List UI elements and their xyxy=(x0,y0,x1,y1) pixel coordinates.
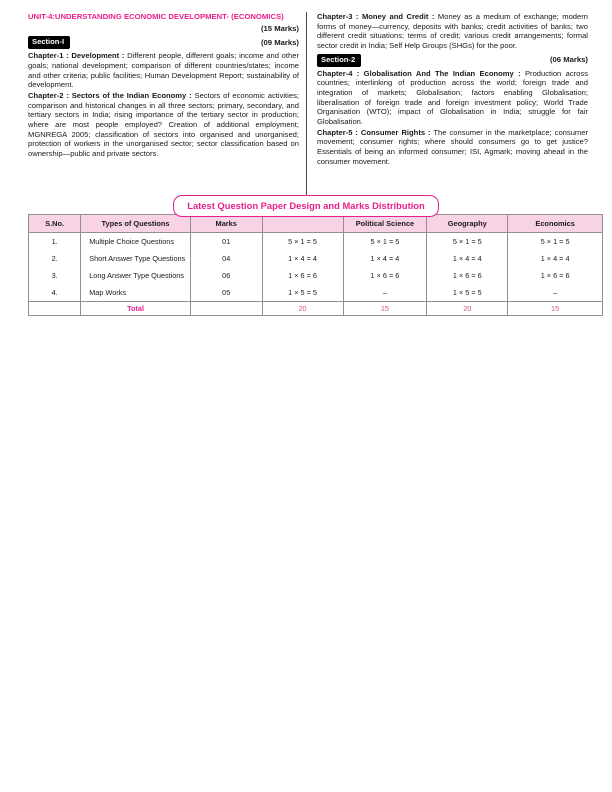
table-cell: Multiple Choice Questions xyxy=(81,233,191,251)
table-row xyxy=(29,233,603,251)
chapter-5-paragraph xyxy=(317,128,588,167)
table-cell: 1 × 4 = 4 xyxy=(343,250,427,267)
chapter-2-paragraph xyxy=(28,91,299,159)
header-cell-marks: Marks xyxy=(190,215,262,233)
table-cell: Long Answer Type Questions xyxy=(81,267,191,284)
header-cell-economics: Economics xyxy=(508,215,603,233)
total-label-cell: Total xyxy=(81,302,191,316)
section-1-badge: Section-I xyxy=(28,36,70,49)
header-cell-political-science: Political Science xyxy=(343,215,427,233)
total-value-cell: 20 xyxy=(262,302,343,316)
table-cell: 4. xyxy=(29,284,81,302)
chapter-3-paragraph xyxy=(317,12,588,51)
table-row xyxy=(29,284,603,302)
section-2-badge: Section-2 xyxy=(317,54,361,67)
header-cell-blank xyxy=(262,215,343,233)
unit-heading: UNIT-4:UNDERSTANDING ECONOMIC DEVELOPMENT- (ECONOMICS) xyxy=(28,12,284,21)
chapter-1-body: Different people, different goals; income and other goals; national development; comparison of different countries/states; income and other criteria; public facilities; Human Development Report; sustainability of development. xyxy=(28,51,299,90)
section-2-marks: (06 Marks) xyxy=(549,55,588,65)
table-total-row xyxy=(29,302,603,316)
total-value-cell: 15 xyxy=(343,302,427,316)
table-cell: Short Answer Type Questions xyxy=(81,250,191,267)
chapter-4-body: Production across countries; interlinking of production across the world; foreign trade and integration of markets; Globalisation; factors enabling Globalisation; liberalisation of foreign trade and foreign investment policy; World Trade Organisation (WTO); impact of Globalisation in India; struggle for fair Globalisation. xyxy=(317,68,588,127)
chapter-2-title: Chapter-2 : Sectors of the Indian Economy : xyxy=(28,90,192,100)
table-cell: Map Works xyxy=(81,284,191,302)
table-cell: 2. xyxy=(29,250,81,267)
left-column xyxy=(28,12,299,195)
chapter-4-title: Chapter-4 : Globalisation And The Indian Economy : xyxy=(317,68,521,78)
table-cell: 1 × 6 = 6 xyxy=(262,267,343,284)
total-value-cell: 20 xyxy=(427,302,508,316)
table-cell: 1 × 6 = 6 xyxy=(508,267,603,284)
table-row xyxy=(29,267,603,284)
table-cell: 5 × 1 = 5 xyxy=(508,233,603,251)
marks-distribution-table xyxy=(28,214,603,316)
table-title: Latest Question Paper Design and Marks Distribution xyxy=(173,195,439,217)
chapter-3-title: Chapter-3 : Money and Credit : xyxy=(317,12,435,21)
table-cell: 01 xyxy=(190,233,262,251)
table-cell: 06 xyxy=(190,267,262,284)
table-cell: 1 × 6 = 6 xyxy=(343,267,427,284)
chapter-5-body: The consumer in the marketplace; consumer movement; consumer rights; where should consumers go to get justice? Essentials of being an informed consumer; ISI, Agmark; moving ahead in the consumer movement. xyxy=(317,127,588,166)
table-cell: 5 × 1 = 5 xyxy=(262,233,343,251)
header-cell-geography: Geography xyxy=(427,215,508,233)
table-cell: 04 xyxy=(190,250,262,267)
table-cell: – xyxy=(343,284,427,302)
table-cell: 1 × 4 = 4 xyxy=(508,250,603,267)
section-1-line xyxy=(28,36,299,49)
total-value-cell xyxy=(190,302,262,316)
header-cell-types-of-questions: Types of Questions xyxy=(81,215,191,233)
table-cell: – xyxy=(508,284,603,302)
total-value-cell xyxy=(29,302,81,316)
table-cell: 1 × 4 = 4 xyxy=(427,250,508,267)
total-value-cell: 15 xyxy=(508,302,603,316)
table-cell: 1. xyxy=(29,233,81,251)
table-title-wrap xyxy=(0,195,612,217)
table-cell: 5 × 1 = 5 xyxy=(427,233,508,251)
column-divider-line xyxy=(306,12,307,207)
chapter-1-paragraph xyxy=(28,51,299,90)
syllabus-columns xyxy=(0,0,612,195)
section-1-marks: (09 Marks) xyxy=(260,37,299,47)
table-row xyxy=(29,250,603,267)
table-cell: 1 × 6 = 6 xyxy=(427,267,508,284)
chapter-2-body: Sectors of economic activities; comparison and historical changes in all three sectors; primary, secondary, and tertiary sectors in India; rising importance of the tertiary sector in production; where are most people employed? Creation of additional employment; MGNREGA 2005; classification of sectors into organised and unorganised; protection of workers in the unorganised sector; sector classification based on ownership—public and private sectors. xyxy=(28,90,299,159)
table-cell: 1 × 4 = 4 xyxy=(262,250,343,267)
chapter-1-title: Chapter-1 : Development : xyxy=(28,51,125,61)
table-cell: 1 × 5 = 5 xyxy=(262,284,343,302)
section-2-line xyxy=(317,54,588,67)
table-header-row xyxy=(29,215,603,233)
chapter-5-title: Chapter-5 : Consumer Rights : xyxy=(317,127,431,137)
right-column xyxy=(317,12,588,195)
table-cell: 5 × 1 = 5 xyxy=(343,233,427,251)
unit-marks: (15 Marks) xyxy=(260,23,299,33)
table-cell: 1 × 5 = 5 xyxy=(427,284,508,302)
table-cell: 3. xyxy=(29,267,81,284)
chapter-3-body: Money as a medium of exchange; modern forms of money—currency, deposits with banks; credit activities of banks; two different credit situations; terms of credit; various credit arrangements; formal sector credit in India; Self Help Groups (SHGs) for the poor. xyxy=(317,12,588,51)
table-cell: 05 xyxy=(190,284,262,302)
header-cell-s-no: S.No. xyxy=(29,215,81,233)
chapter-4-paragraph xyxy=(317,69,588,127)
